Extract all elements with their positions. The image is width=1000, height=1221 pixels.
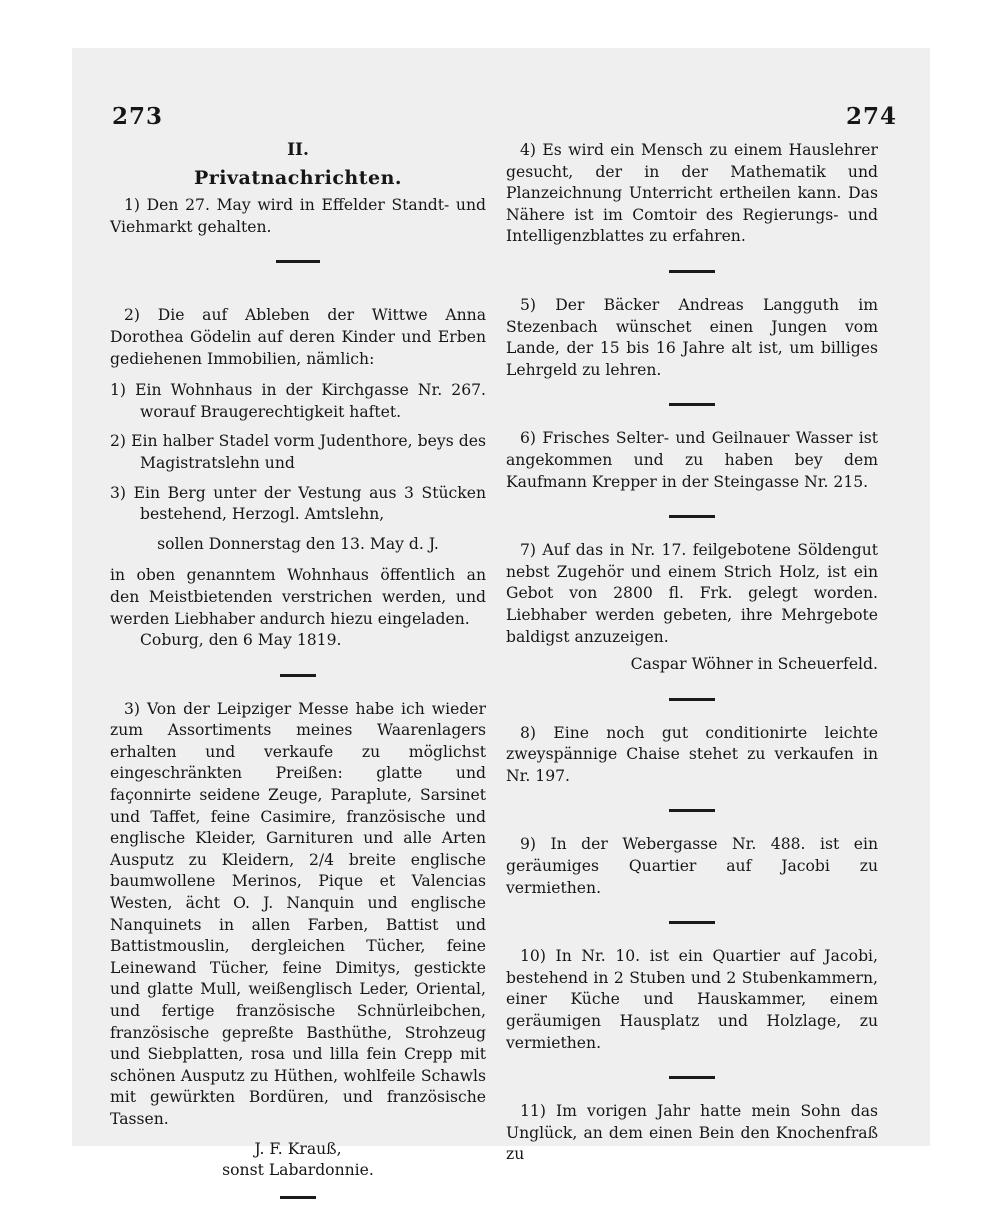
notice-9: 9) In der Webergasse Nr. 488. ist ein geräumiges Quartier auf Jacobi zu vermiethen. [506, 835, 878, 897]
notice-2-date: sollen Donnerstag den 13. May d. J. [157, 534, 439, 553]
notice-2-item-2: 2) Ein halber Stadel vorm Judenthore, beys des Magistratslehn und [110, 432, 486, 472]
page-number-right: 274 [846, 103, 898, 130]
notice-7-signature: Caspar Wöhner in Scheuerfeld. [630, 655, 878, 674]
separator-rule [669, 809, 715, 812]
notice-8: 8) Eine noch gut conditionirte leichte zweyspännige Chaise stehet zu verkaufen in Nr. 197. [506, 723, 878, 785]
notice-11: 11) Im vorigen Jahr hatte mein Sohn das Unglück, an dem einen Bein den Knochenfraß zu [506, 1102, 878, 1164]
separator-rule [669, 403, 715, 406]
notice-6: 6) Frisches Selter- und Geilnauer Wasser ist angekommen und zu haben bey dem Kaufmann Krepper in der Steingasse Nr. 215. [506, 429, 878, 491]
separator-rule [669, 270, 715, 273]
separator-rule [280, 674, 316, 677]
left-column [110, 140, 486, 1221]
notice-4: 4) Es wird ein Mensch zu einem Hauslehrer gesucht, der in der Mathematik und Planzeichnung Unterricht ertheilen kann. Das Nähere ist im Comtoir des Regierungs- und Intelligenzblattes zu erfahren. [506, 141, 878, 246]
notice-5: 5) Der Bäcker Andreas Langguth im Stezenbach wünschet einen Jungen vom Lande, der 15 bis 16 Jahre alt ist, um billiges Lehrgeld zu lehren. [506, 295, 878, 379]
section-number: II. [287, 140, 309, 160]
notice-10: 10) In Nr. 10. ist ein Quartier auf Jacobi, bestehend in 2 Stuben und 2 Stubenkammern, einer Küche und Hauskammer, einem geräumigen Hausplatz und Holzlage, zu vermiethen. [506, 947, 878, 1052]
notice-3: 3) Von der Leipziger Messe habe ich wieder zum Assortiments meines Waarenlagers erhalten und verkaufe zu möglichst eingeschränkten Preißen: glatte und façonnirte seidene Zeuge, Paraplute, Sarsinet und Taffet, feine Casimire, französische und englische Kleider, Garnituren und alle Arten Ausputz zu Kleidern, 2/4 breite englische baumwollene Merinos, Pique et Valencias Westen, ächt O. J. Nanquin und englische Nanquinets in allen Farben, Battist und Battistmouslin, dergleichen Tücher, feine Leinewand Tücher, feine Dimitys, gestickte und glatte Mull, weißenglisch Leder, Oriental, und fertige französische Schnürleibchen, französische gepreßte Basthüthe, Strohzeug und Siebplatten, rosa und lilla fein Crepp mit schönen Ausputz zu Hüthen, wohlfeile Schawls mit gewürkten Bordüren, und französische Tassen. [110, 699, 486, 1128]
notice-3-signature [110, 1139, 486, 1182]
notice-2-item-3: 3) Ein Berg unter der Vestung aus 3 Stücken bestehend, Herzogl. Amtslehn, [110, 483, 486, 524]
separator-rule [669, 698, 715, 701]
separator-rule [669, 1076, 715, 1079]
notice-1: 1) Den 27. May wird in Effelder Standt- und Viehmarkt gehalten. [110, 196, 486, 236]
separator-rule [276, 260, 320, 263]
notice-7: 7) Auf das in Nr. 17. feilgebotene Söldengut nebst Zugehör und einem Strich Holz, ist ein Gebot von 2800 fl. Frk. gelegt worden. Liebhaber werden gebeten, ihre Mehrgebote baldigst anzuzeigen. [506, 541, 878, 646]
separator-rule [280, 1196, 316, 1199]
page-number-left: 273 [112, 103, 164, 130]
right-column [506, 140, 878, 1166]
notice-2-intro: 2) Die auf Ableben der Wittwe Anna Dorothea Gödelin auf deren Kinder und Erben gediehenen Immobilien, nämlich: [110, 306, 486, 368]
notice-2-item-1: 1) Ein Wohnhaus in der Kirchgasse Nr. 267. worauf Braugerechtigkeit haftet. [110, 381, 486, 421]
notice-2-place: Coburg, den 6 May 1819. [140, 631, 342, 650]
notice-3-signature-line-2: sonst Labardonnie. [222, 1161, 374, 1180]
separator-rule [669, 515, 715, 518]
notice-3-signature-line-1: J. F. Krauß, [254, 1139, 342, 1158]
notice-2-body: in oben genanntem Wohnhaus öffentlich an den Meistbietenden verstrichen werden, und werden Liebhaber andurch hiezu eingeladen. [110, 566, 486, 628]
section-title: Privatnachrichten. [193, 166, 403, 189]
separator-rule [669, 921, 715, 924]
